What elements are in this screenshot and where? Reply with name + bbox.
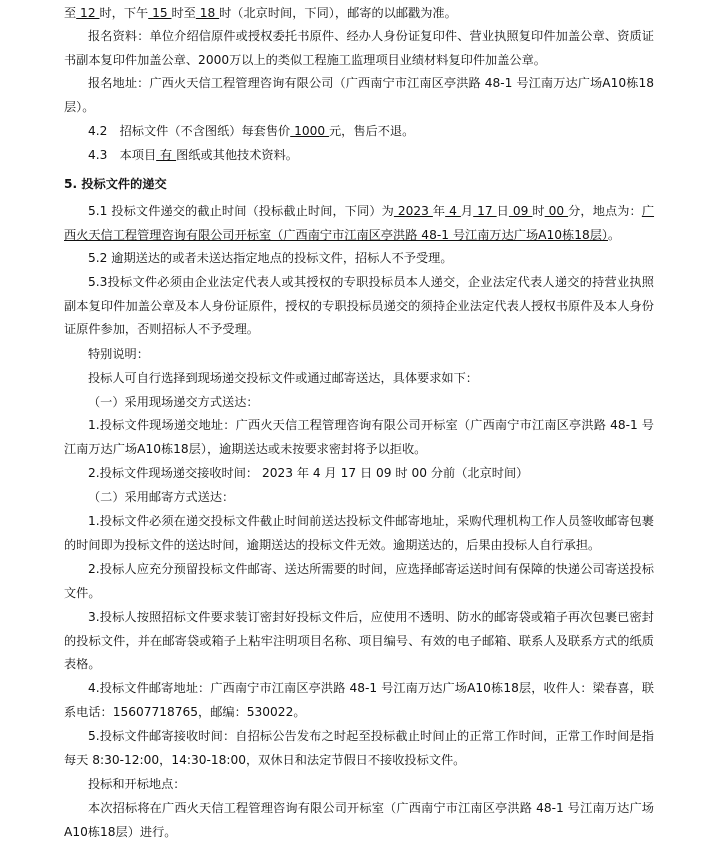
text-segment: 。 xyxy=(607,227,621,242)
text-segment: 月 xyxy=(460,204,474,218)
text-segment: 时 xyxy=(532,204,545,218)
mail-rule-3: 3.投标人按照招标文件要求装订密封好投标文件后，应使用不透明、防水的邮寄袋或箱子再次包裹已密封的投标文件，并在邮寄袋或箱子上粘牢注明项目名称、项目编号、有效的电子邮箱、联系人及联系方式的纸质表格。 xyxy=(64,610,654,671)
onsite-receiving-time: 2.投标文件现场递交接收时间： 2023 年 4 月 17 日 09 时 00 分前（北京时间） xyxy=(88,466,529,480)
section-heading-5: 5. 投标文件的递交 xyxy=(64,177,167,191)
registration-address-paragraph: 报名地址：广西火天信工程管理咨询有限公司（广西南宁市江南区亭洪路 48-1 号江南万达广场A10栋18层）。 xyxy=(64,76,654,114)
text-segment: 时至 xyxy=(171,6,196,20)
deadline-hours-line xyxy=(64,2,654,26)
text-segment: 日 xyxy=(496,204,509,218)
minute-value: 00 xyxy=(544,204,569,218)
text-segment: 4.3 本项目 xyxy=(88,148,157,162)
late-submission-paragraph: 5.2 逾期送达的或者未送达指定地点的投标文件，招标人不予受理。 xyxy=(88,251,453,265)
text-segment: 至 xyxy=(64,6,77,20)
registration-materials-paragraph: 报名资料：单位介绍信原件或授权委托书原件、经办人身份证复印件、营业执照复印件加盖公章、资质证书副本复印件加盖公章、2000万以上的类似工程施工监理项目业绩材料复印件加盖公章。 xyxy=(64,29,654,67)
drawings-line xyxy=(64,144,654,168)
venue-heading: 投标和开标地点： xyxy=(88,777,186,791)
mail-rule-2: 2.投标人应充分预留投标文件邮寄、送达所需要的时间，应选择邮寄运送时间有保障的快递公司寄送投标文件。 xyxy=(64,562,654,600)
month-value: 4 xyxy=(445,204,461,218)
text-segment: 时，下午 xyxy=(99,6,149,20)
day-value: 17 xyxy=(473,204,497,218)
onsite-delivery-heading: （一）采用现场递交方式送达： xyxy=(88,395,259,409)
text-segment: 年 xyxy=(432,204,446,218)
submitter-requirements-paragraph: 5.3投标文件必须由企业法定代表人或其授权的专职投标员本人递交，企业法定代表人递交的持营业执照副本复印件加盖公章及本人身份证原件，授权的专职投标员递交的须持企业法定代表人授权书原件及本人身份证原件参加，否则招标人不予受理。 xyxy=(64,275,654,336)
hour-value: 18 xyxy=(195,6,220,20)
mail-delivery-heading: （二）采用邮寄方式送达： xyxy=(88,490,235,504)
mail-rule-1: 1.投标文件必须在递交投标文件截止时间前送达投标文件邮寄地址，采购代理机构工作人员签收邮寄包裹的时间即为投标文件的送达时间，逾期送达的投标文件无效。逾期送达的，后果由投标人自行承担。 xyxy=(64,514,654,552)
delivery-options-intro: 投标人可自行选择到现场递交投标文件或通过邮寄送达，具体要求如下： xyxy=(88,371,478,385)
text-segment: 图纸或其他技术资料。 xyxy=(176,148,298,162)
hour-value: 15 xyxy=(148,6,172,20)
submission-deadline-paragraph xyxy=(64,200,654,247)
text-segment: 时（北京时间，下同），邮寄的以邮戳为准。 xyxy=(219,6,457,20)
location-value: 广西火天信工程管理咨询有限公司开标室（广西南宁市江南区亭洪路 48-1 号江南万达广场A10栋18层） xyxy=(64,204,655,242)
text-segment: 元，售后不退。 xyxy=(328,124,415,138)
special-note-label: 特别说明： xyxy=(88,347,149,361)
text-segment: 5.1 投标文件递交的截止时间（投标截止时间，下同）为 xyxy=(88,204,394,218)
mail-rule-5: 5.投标文件邮寄接收时间：自招标公告发布之时起至投标截止时间止的正常工作时间，正常工作时间是指每天 8:30-12:00，14:30-18:00，双休日和法定节假日不接收投标文件。 xyxy=(64,729,654,767)
hour-value: 12 xyxy=(76,6,100,20)
price-value: 1000 xyxy=(290,124,329,138)
text-segment: 4.2 招标文件（不含图纸）每套售价 xyxy=(88,124,291,138)
mail-rule-4: 4.投标文件邮寄地址：广西南宁市江南区亭洪路 48-1 号江南万达广场A10栋18层，收件人：梁春喜，联系电话：15607718765，邮编：530022。 xyxy=(64,681,654,719)
drawings-value: 有 xyxy=(156,148,177,162)
onsite-address-paragraph: 1.投标文件现场递交地址：广西火天信工程管理咨询有限公司开标室（广西南宁市江南区亭洪路 48-1 号江南万达广场A10栋18层），逾期送达或未按要求密封将予以拒收。 xyxy=(64,418,654,456)
venue-paragraph: 本次招标将在广西火天信工程管理咨询有限公司开标室（广西南宁市江南区亭洪路 48-1 号江南万达广场A10栋18层）进行。 xyxy=(64,801,654,839)
document-price-line xyxy=(64,120,654,144)
year-value: 2023 xyxy=(393,204,433,218)
text-segment: 分，地点为： xyxy=(568,204,642,218)
hour-value: 09 xyxy=(508,204,533,218)
